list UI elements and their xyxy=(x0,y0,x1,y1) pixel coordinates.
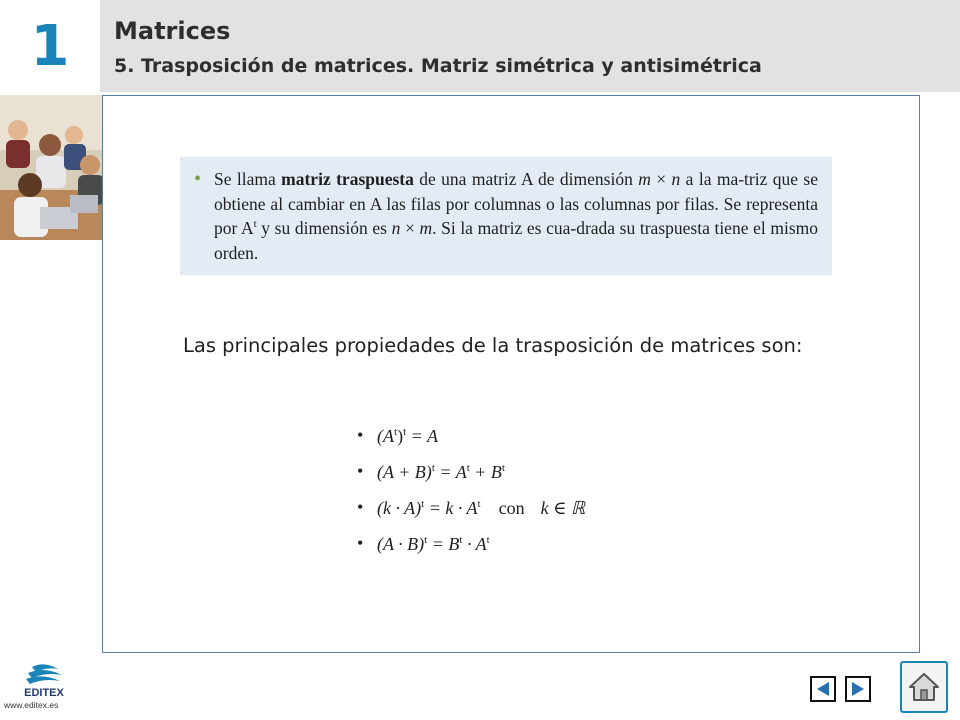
home-icon xyxy=(907,670,941,704)
previous-button[interactable] xyxy=(810,676,836,702)
page-title: Matrices xyxy=(114,17,231,45)
property-transpose-twice: • $(A^t)^t = A$ xyxy=(357,426,585,462)
students-photo xyxy=(0,95,102,240)
editex-url[interactable]: www.editex.es xyxy=(4,700,59,710)
svg-text:EDITEX: EDITEX xyxy=(24,687,64,699)
properties-intro: Las principales propiedades de la trasposición de matrices son: xyxy=(183,334,803,357)
header-band xyxy=(100,0,960,92)
next-button[interactable] xyxy=(845,676,871,702)
property-transpose-scalar: • $(k \cdot A)^t = k \cdot A^t$ con k ∈ ℝ xyxy=(357,498,585,534)
bullet-icon: • xyxy=(194,168,202,190)
home-button[interactable] xyxy=(900,661,948,713)
definition-box xyxy=(180,157,832,275)
properties-list xyxy=(357,426,585,570)
property-transpose-product: • $(A \cdot B)^t = B^t \cdot A^t$ xyxy=(357,534,585,570)
triangle-left-icon xyxy=(814,680,832,698)
definition-text: Se llama matriz traspuesta de una matriz A de dimensión m × n a la ma-triz que se obtiene al cambiar en A las filas por columnas o las columnas por filas. Se representa por $A^t$ y su dimensión es n × m. Si la matriz es cua-drada su traspuesta tiene el mismo orden. xyxy=(214,169,818,263)
page-subtitle: 5. Trasposición de matrices. Matriz simétrica y antisimétrica xyxy=(114,55,762,77)
chapter-number: 1 xyxy=(30,13,70,79)
content-frame xyxy=(102,95,920,653)
triangle-right-icon xyxy=(849,680,867,698)
property-transpose-sum: • $(A + B)^t = A^t + B^t$ xyxy=(357,462,585,498)
